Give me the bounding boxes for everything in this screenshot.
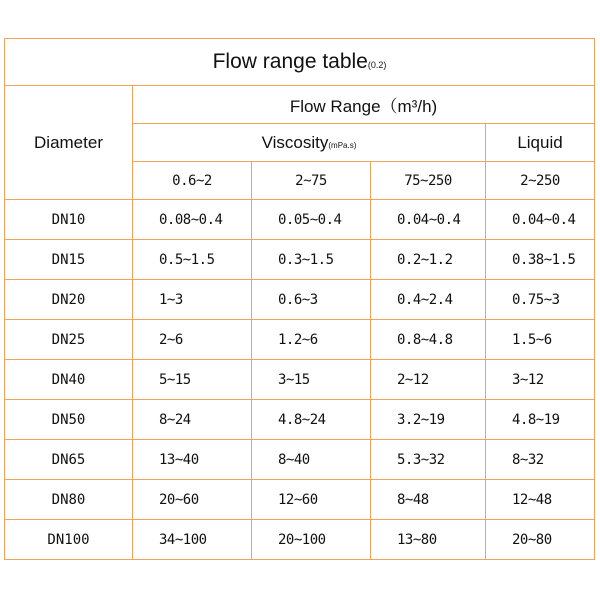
flow-value: 13~80 <box>397 531 437 548</box>
table-title-cell <box>5 39 595 86</box>
flow-value: 0.4~2.4 <box>397 291 453 308</box>
diameter-cell <box>5 400 133 440</box>
flow-value-cell <box>486 360 595 400</box>
table-row <box>5 520 595 560</box>
flow-value-cell <box>252 200 371 240</box>
flow-value: 5~15 <box>159 371 191 388</box>
flow-value: 12~48 <box>512 491 552 508</box>
liquid-header <box>486 124 595 162</box>
range-header: 75~250 <box>404 172 452 189</box>
flow-value: 0.8~4.8 <box>397 331 453 348</box>
diameter-cell <box>5 280 133 320</box>
diameter-header <box>5 86 133 200</box>
diameter-header-label: Diameter <box>34 132 103 152</box>
flow-value-cell <box>133 200 252 240</box>
flow-value: 3~12 <box>512 371 544 388</box>
flow-value-cell <box>371 200 486 240</box>
flow-value-cell <box>371 360 486 400</box>
flow-value: 20~100 <box>278 531 326 548</box>
flow-value-cell <box>252 400 371 440</box>
flow-value: 0.75~3 <box>512 291 560 308</box>
flow-value: 5.3~32 <box>397 451 445 468</box>
flow-value-cell <box>252 240 371 280</box>
table-row <box>5 320 595 360</box>
viscosity-header <box>133 124 486 162</box>
flow-value-cell <box>252 280 371 320</box>
range-header: 2~250 <box>520 172 560 189</box>
diameter-value: DN100 <box>47 531 90 548</box>
table-row <box>5 480 595 520</box>
diameter-value: DN15 <box>51 251 86 268</box>
flow-value-cell <box>486 400 595 440</box>
flow-value: 8~48 <box>397 491 429 508</box>
flow-value-cell <box>133 440 252 480</box>
flow-value: 0.05~0.4 <box>278 211 342 228</box>
flow-value-cell <box>371 320 486 360</box>
flow-value-cell <box>133 480 252 520</box>
flow-value: 12~60 <box>278 491 318 508</box>
diameter-value: DN65 <box>51 451 86 468</box>
flow-value: 8~24 <box>159 411 191 428</box>
flow-value: 0.5~1.5 <box>159 251 215 268</box>
flow-value-cell <box>252 520 371 560</box>
flow-value: 4.8~19 <box>512 411 560 428</box>
flow-value-cell <box>133 360 252 400</box>
table-row <box>5 360 595 400</box>
flow-value: 1.5~6 <box>512 331 552 348</box>
diameter-cell <box>5 440 133 480</box>
flow-range-header-label: Flow Range（m³/h) <box>289 97 438 116</box>
flow-value: 0.38~1.5 <box>512 251 576 268</box>
diameter-cell <box>5 200 133 240</box>
viscosity-unit: (mPa.s) <box>328 140 357 150</box>
flow-value: 0.2~1.2 <box>397 251 453 268</box>
flow-value: 8~32 <box>512 451 544 468</box>
flow-value: 0.6~3 <box>278 291 318 308</box>
flow-value: 20~60 <box>159 491 199 508</box>
table-row <box>5 240 595 280</box>
flow-range-header <box>133 86 595 124</box>
flow-value: 2~12 <box>397 371 429 388</box>
diameter-cell <box>5 480 133 520</box>
diameter-cell <box>5 360 133 400</box>
range-header-cell <box>371 162 486 200</box>
range-header-cell <box>486 162 595 200</box>
diameter-value: DN40 <box>51 371 86 388</box>
flow-value-cell <box>486 480 595 520</box>
diameter-value: DN25 <box>51 331 86 348</box>
flow-value: 13~40 <box>159 451 199 468</box>
flow-value-cell <box>252 360 371 400</box>
flow-value-cell <box>371 240 486 280</box>
table-row <box>5 200 595 240</box>
flow-value: 0.3~1.5 <box>278 251 334 268</box>
flow-value: 1.2~6 <box>278 331 318 348</box>
flow-range-table <box>4 38 595 560</box>
diameter-cell <box>5 320 133 360</box>
table-row <box>5 400 595 440</box>
flow-value-cell <box>133 400 252 440</box>
flow-value-cell <box>133 240 252 280</box>
flow-value-cell <box>486 320 595 360</box>
flow-value-cell <box>371 520 486 560</box>
flow-value-cell <box>486 240 595 280</box>
liquid-header-label: Liquid <box>517 132 563 152</box>
range-header-cell <box>133 162 252 200</box>
flow-value-cell <box>371 280 486 320</box>
diameter-value: DN50 <box>51 411 86 428</box>
diameter-value: DN20 <box>51 291 86 308</box>
flow-range-table-container <box>4 38 594 560</box>
flow-value-cell <box>252 320 371 360</box>
diameter-value: DN10 <box>51 211 86 228</box>
flow-value-cell <box>133 320 252 360</box>
viscosity-header-label: Viscosity <box>261 132 329 152</box>
table-title: Flow range table <box>212 50 368 73</box>
diameter-cell <box>5 520 133 560</box>
range-header: 2~75 <box>295 172 327 189</box>
flow-value: 2~6 <box>159 331 183 348</box>
flow-value-cell <box>486 200 595 240</box>
flow-value: 3.2~19 <box>397 411 445 428</box>
flow-value: 4.8~24 <box>278 411 326 428</box>
flow-value-cell <box>252 440 371 480</box>
flow-value: 0.08~0.4 <box>159 211 223 228</box>
flow-value-cell <box>486 280 595 320</box>
diameter-value: DN80 <box>51 491 86 508</box>
flow-value-cell <box>486 520 595 560</box>
flow-value: 3~15 <box>278 371 310 388</box>
table-row <box>5 440 595 480</box>
flow-value: 1~3 <box>159 291 183 308</box>
table-row <box>5 280 595 320</box>
flow-value: 20~80 <box>512 531 552 548</box>
flow-value-cell <box>371 480 486 520</box>
flow-value: 34~100 <box>159 531 207 548</box>
flow-value-cell <box>371 400 486 440</box>
flow-value-cell <box>252 480 371 520</box>
diameter-cell <box>5 240 133 280</box>
flow-value: 0.04~0.4 <box>397 211 461 228</box>
flow-value-cell <box>133 280 252 320</box>
flow-value-cell <box>371 440 486 480</box>
flow-value-cell <box>486 440 595 480</box>
range-header-cell <box>252 162 371 200</box>
table-title-sub: (0.2) <box>367 60 387 70</box>
flow-value: 0.04~0.4 <box>512 211 576 228</box>
flow-value: 8~40 <box>278 451 310 468</box>
range-header: 0.6~2 <box>172 172 212 189</box>
flow-value-cell <box>133 520 252 560</box>
